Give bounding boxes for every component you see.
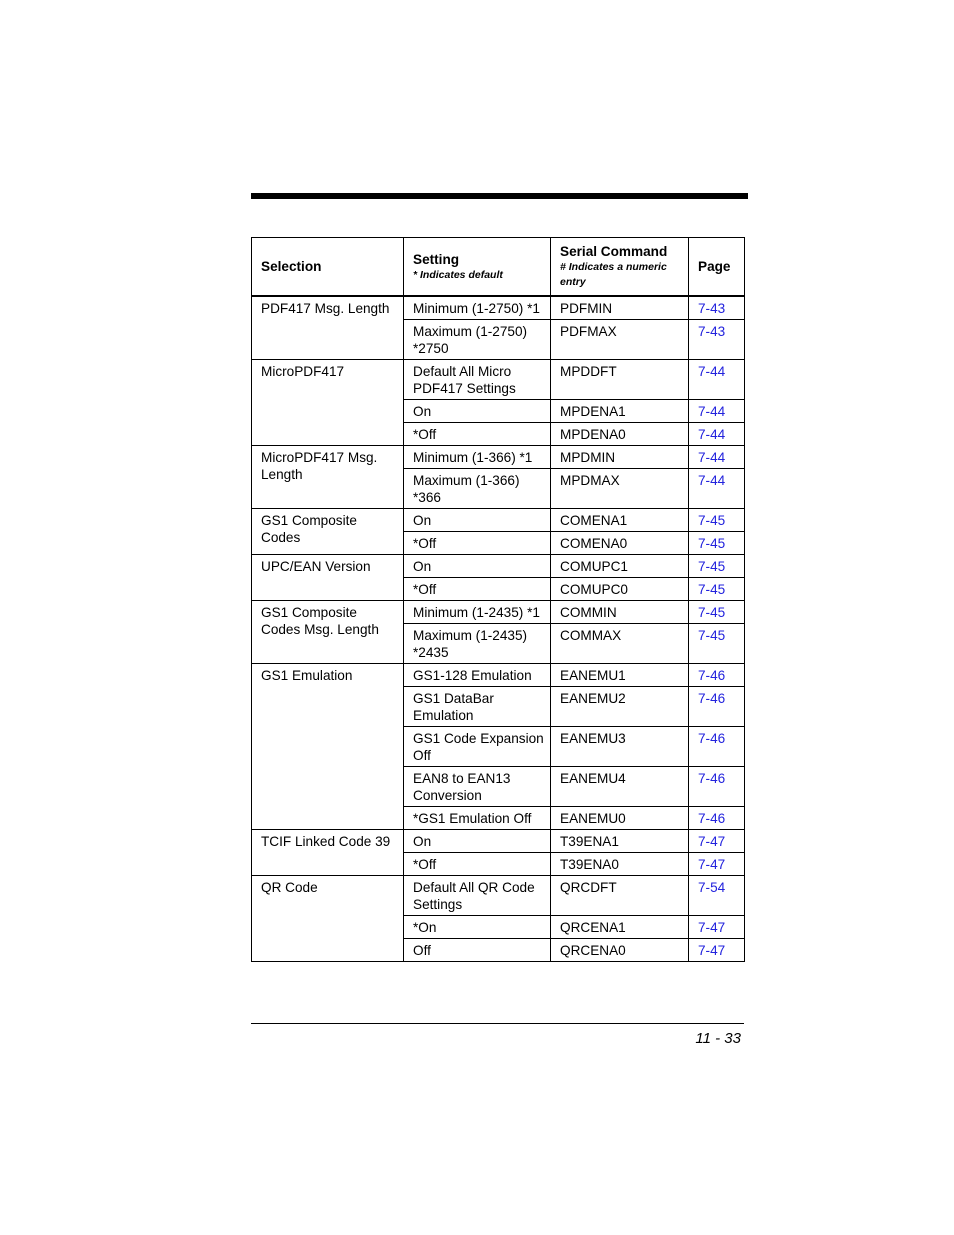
serial-command-cell: COMMIN [551, 601, 689, 624]
page-link[interactable]: 7-44 [698, 404, 726, 419]
setting-cell: GS1-128 Emulation [404, 664, 551, 687]
setting-header: Setting * Indicates default [404, 238, 551, 297]
page-cell [689, 532, 745, 555]
table-row [252, 296, 745, 320]
page-cell [689, 767, 745, 807]
setting-cell: *Off [404, 532, 551, 555]
table-row [252, 830, 745, 853]
page-link[interactable]: 7-44 [698, 450, 726, 465]
serial-command-header: Serial Command # Indicates a numeric entry [551, 238, 689, 297]
page-cell [689, 624, 745, 664]
serial-command-cell: COMUPC1 [551, 555, 689, 578]
setting-cell: *On [404, 916, 551, 939]
page-link[interactable]: 7-45 [698, 536, 726, 551]
page-cell [689, 727, 745, 767]
serial-command-cell: QRCENA0 [551, 939, 689, 962]
selection-cell: MicroPDF417 Msg. Length [252, 446, 404, 509]
serial-command-cell: MPDENA0 [551, 423, 689, 446]
page-link[interactable]: 7-45 [698, 559, 726, 574]
page-cell [689, 916, 745, 939]
page-cell [689, 423, 745, 446]
setting-cell: On [404, 830, 551, 853]
setting-cell: Maximum (1-2435) *2435 [404, 624, 551, 664]
serial-note: # Indicates a numeric entry [560, 261, 667, 288]
setting-cell: On [404, 555, 551, 578]
page-number: 11 - 33 [695, 1030, 741, 1047]
page-cell [689, 320, 745, 360]
selection-cell: GS1 Emulation [252, 664, 404, 830]
serial-command-cell: QRCDFT [551, 876, 689, 916]
serial-command-cell: MPDDFT [551, 360, 689, 400]
setting-cell: Default All Micro PDF417 Settings [404, 360, 551, 400]
bottom-rule [251, 1023, 744, 1024]
serial-command-cell: MPDENA1 [551, 400, 689, 423]
setting-cell: Default All QR Code Settings [404, 876, 551, 916]
serial-command-cell: T39ENA1 [551, 830, 689, 853]
serial-command-cell: T39ENA0 [551, 853, 689, 876]
table-row [252, 555, 745, 578]
serial-command-cell: EANEMU1 [551, 664, 689, 687]
page-link[interactable]: 7-54 [698, 880, 726, 895]
selection-cell: UPC/EAN Version [252, 555, 404, 601]
selection-header: Selection [252, 238, 404, 297]
setting-cell: *Off [404, 423, 551, 446]
page-link[interactable]: 7-47 [698, 943, 726, 958]
page-link[interactable]: 7-44 [698, 427, 726, 442]
table-row [252, 446, 745, 469]
selection-cell: GS1 Composite Codes [252, 509, 404, 555]
setting-cell: Maximum (1-366) *366 [404, 469, 551, 509]
table-row [252, 664, 745, 687]
page-cell [689, 876, 745, 916]
page-link[interactable]: 7-46 [698, 731, 726, 746]
table-row [252, 601, 745, 624]
setting-cell: *Off [404, 578, 551, 601]
page-cell [689, 446, 745, 469]
page-link[interactable]: 7-43 [698, 301, 726, 316]
serial-command-cell: EANEMU4 [551, 767, 689, 807]
selection-cell: QR Code [252, 876, 404, 962]
serial-command-cell: COMENA0 [551, 532, 689, 555]
table-row [252, 360, 745, 400]
serial-command-cell: COMMAX [551, 624, 689, 664]
setting-cell: On [404, 400, 551, 423]
serial-command-cell: EANEMU0 [551, 807, 689, 830]
setting-cell: EAN8 to EAN13 Conversion [404, 767, 551, 807]
setting-cell: *GS1 Emulation Off [404, 807, 551, 830]
page-link[interactable]: 7-46 [698, 811, 726, 826]
page-link[interactable]: 7-47 [698, 920, 726, 935]
selection-cell: TCIF Linked Code 39 [252, 830, 404, 876]
selection-cell: GS1 Composite Codes Msg. Length [252, 601, 404, 664]
setting-cell: GS1 DataBar Emulation [404, 687, 551, 727]
page-cell [689, 509, 745, 532]
serial-command-cell: QRCENA1 [551, 916, 689, 939]
table-row [252, 876, 745, 916]
page-link[interactable]: 7-46 [698, 668, 726, 683]
page-link[interactable]: 7-44 [698, 473, 726, 488]
page-cell [689, 601, 745, 624]
page-cell [689, 578, 745, 601]
setting-cell: GS1 Code Expansion Off [404, 727, 551, 767]
selection-cell: PDF417 Msg. Length [252, 296, 404, 360]
page-link[interactable]: 7-44 [698, 364, 726, 379]
page-cell [689, 807, 745, 830]
page-cell [689, 853, 745, 876]
page-cell [689, 687, 745, 727]
serial-command-table [251, 237, 745, 962]
page-link[interactable]: 7-45 [698, 513, 726, 528]
serial-command-cell: EANEMU3 [551, 727, 689, 767]
page-link[interactable]: 7-45 [698, 582, 726, 597]
serial-command-cell: PDFMIN [551, 296, 689, 320]
page-cell [689, 360, 745, 400]
table-header-row [252, 238, 745, 297]
setting-cell: Minimum (1-2750) *1 [404, 296, 551, 320]
page-cell [689, 664, 745, 687]
serial-command-cell: COMENA1 [551, 509, 689, 532]
setting-cell: *Off [404, 853, 551, 876]
page-cell [689, 469, 745, 509]
page-link[interactable]: 7-43 [698, 324, 726, 339]
page-header: Page [689, 238, 745, 297]
page-cell [689, 555, 745, 578]
setting-cell: Minimum (1-366) *1 [404, 446, 551, 469]
setting-cell: Off [404, 939, 551, 962]
setting-note: * Indicates default [413, 268, 503, 281]
page-link[interactable]: 7-46 [698, 691, 726, 706]
page-link[interactable]: 7-46 [698, 771, 726, 786]
table-row [252, 509, 745, 532]
top-rule [251, 193, 748, 199]
page-cell [689, 296, 745, 320]
setting-cell: On [404, 509, 551, 532]
serial-command-cell: COMUPC0 [551, 578, 689, 601]
page-link[interactable]: 7-45 [698, 628, 726, 643]
serial-command-cell: PDFMAX [551, 320, 689, 360]
page-link[interactable]: 7-45 [698, 605, 726, 620]
page-cell [689, 400, 745, 423]
page-cell [689, 830, 745, 853]
selection-cell: MicroPDF417 [252, 360, 404, 446]
page-link[interactable]: 7-47 [698, 834, 726, 849]
serial-command-cell: MPDMIN [551, 446, 689, 469]
page-cell [689, 939, 745, 962]
setting-cell: Minimum (1-2435) *1 [404, 601, 551, 624]
page-link[interactable]: 7-47 [698, 857, 726, 872]
setting-cell: Maximum (1-2750) *2750 [404, 320, 551, 360]
serial-command-cell: MPDMAX [551, 469, 689, 509]
serial-command-cell: EANEMU2 [551, 687, 689, 727]
